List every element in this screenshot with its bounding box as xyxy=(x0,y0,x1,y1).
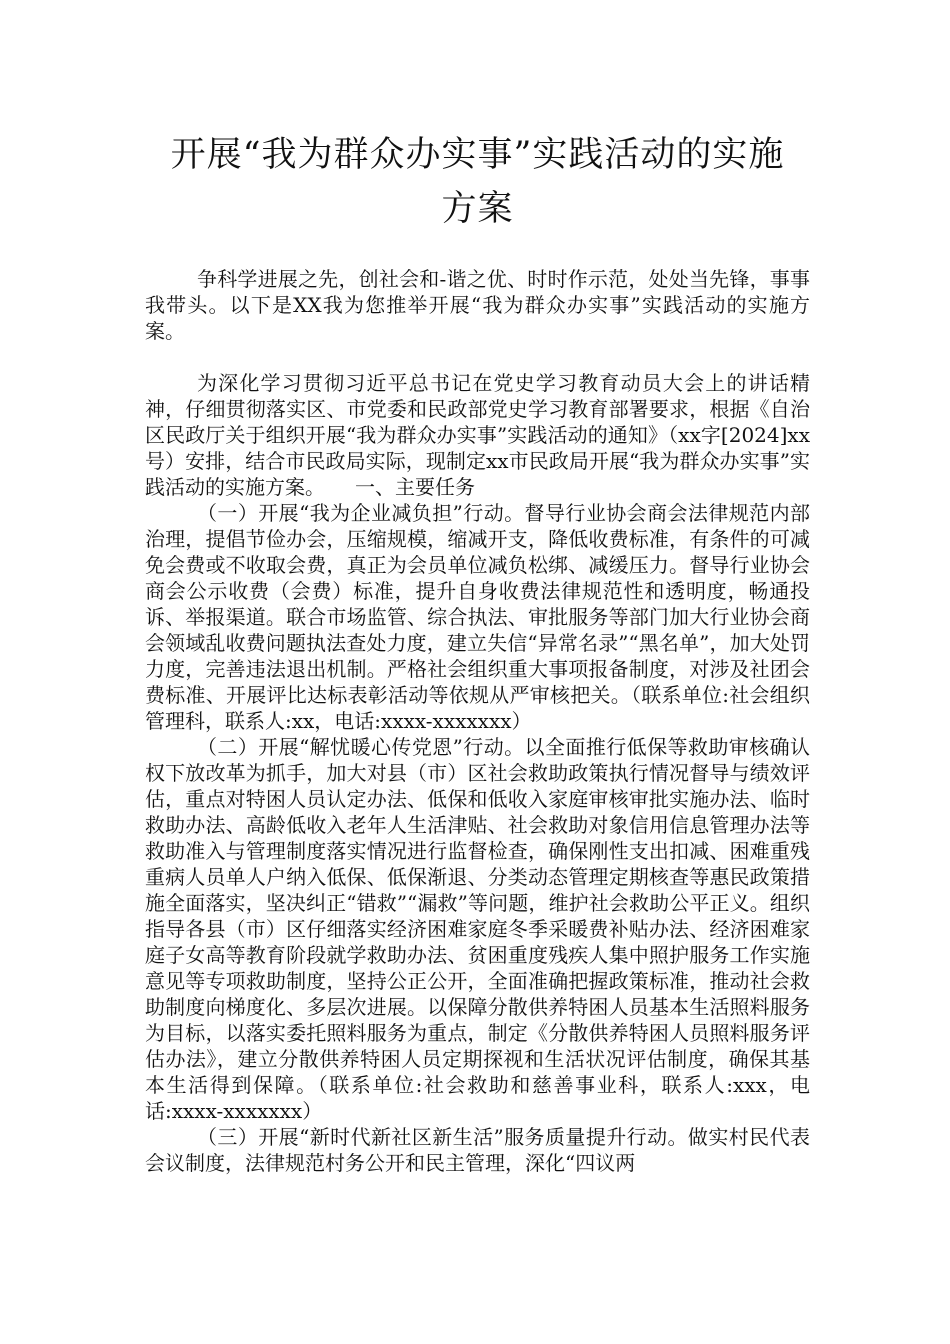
task-2-paragraph: （二）开展“解忧暖心传党恩”行动。以全面推行低保等救助审核确认权下放改革为抓手，加大对县（市）区社会救助政策执行情况督导与绩效评估，重点对特困人员认定办法、低保和低收入家庭审核审批实施办法、临时救助办法、高龄低收入老年人生活津贴、社会救助对象信用信息管理办法等救助准入与管理制度落实情况进行监督检查，确保刚性支出扣减、困难重残重病人员单人户纳入低保、低保渐退、分类动态管理定期核查等惠民政策措施全面落实，坚决纠正“错救”“漏救”等问题，维护社会救助公平正义。组织指导各县（市）区仔细落实经济困难家庭冬季采暖费补贴办法、经济困难家庭子女高等教育阶段就学救助办法、贫困重度残疾人集中照护服务工作实施意见等专项救助制度，坚持公正公开，全面准确把握政策标准，推动社会救助制度向梯度化、多层次进展。以保障分散供养特困人员基本生活照料服务为目标，以落实委托照料服务为重点，制定《分散供养特困人员照料服务评估办法》，建立分散供养特困人员定期探视和生活状况评估制度，确保其基本生活得到保障。（联系单位:社会救助和慈善事业科，联系人:xxx，电话:xxxx-xxxxxxx） xyxy=(145,735,810,1123)
document-page xyxy=(145,128,810,1176)
document-title xyxy=(145,128,810,236)
paragraph-gap xyxy=(145,344,810,370)
task-1-paragraph: （一）开展“我为企业减负担”行动。督导行业协会商会法律规范内部治理，提倡节俭办会，压缩规模，缩减开支，降低收费标准，有条件的可减免会费或不收取会费，真正为会员单位减负松绑、减缓压力。督导行业协会商会公示收费（会费）标准，提升自身收费法律规范性和透明度，畅通投诉、举报渠道。联合市场监管、综合执法、审批服务等部门加大行业协会商会领域乱收费问题执法查处力度，建立失信“异常名录”“黑名单”，加大处罚力度，完善违法退出机制。严格社会组织重大事项报备制度，对涉及社团会费标准、开展评比达标表彰活动等依规从严审核把关。（联系单位:社会组织管理科，联系人:xx，电话:xxxx-xxxxxxx） xyxy=(145,501,810,733)
title-line-2: 方案 xyxy=(441,189,514,229)
background-paragraph: 为深化学习贯彻习近平总书记在党史学习教育动员大会上的讲话精神，仔细贯彻落实区、市党委和民政部党史学习教育部署要求，根据《自治区民政厅关于组织开展“我为群众办实事”实践活动的通知》（xx字[2024]xx号）安排，结合市民政局实际，现制定xx市民政局开展“我为群众办实事”实践活动的实施方案。 一、主要任务 xyxy=(145,371,810,499)
task-3-paragraph: （三）开展“新时代新社区新生活”服务质量提升行动。做实村民代表会议制度，法律规范村务公开和民主管理，深化“四议两 xyxy=(145,1125,810,1175)
intro-paragraph: 争科学进展之先，创社会和-谐之优、时时作示范，处处当先锋，事事我带头。以下是XX我为您推举开展“我为群众办实事”实践活动的实施方案。 xyxy=(145,267,810,343)
title-line-1: 开展“我为群众办实事”实践活动的实施 xyxy=(170,135,785,175)
